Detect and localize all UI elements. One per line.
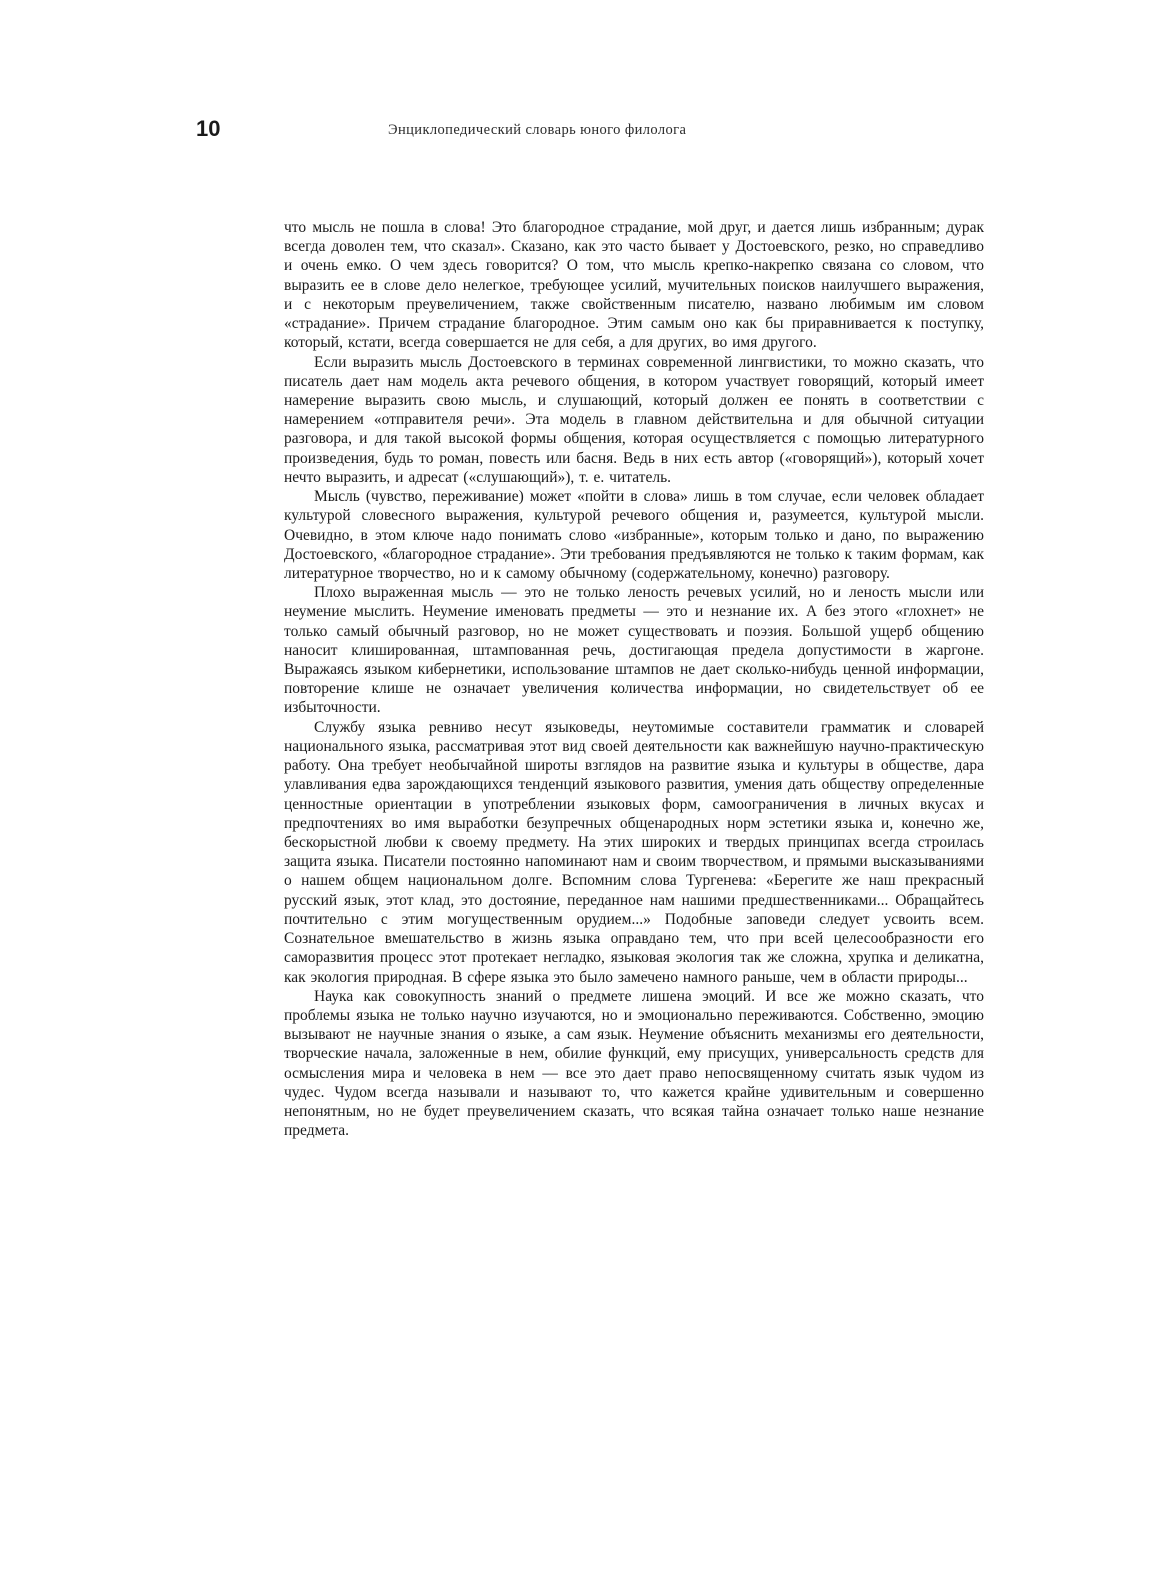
page-number: 10: [196, 116, 221, 141]
paragraph: Службу языка ревниво несут языковеды, неутомимые составители грамматик и словарей национального языка, рассматривая этот вид своей деятельности как важнейшую научно-практическую работу. Она требует необычайной широты взглядов на развитие языка и культуры в обществе, дара улавливания едва зарождающихся тенденций языкового развития, умения дать обществу определенные ценностные ориентации в употреблении языковых форм, самоограничения в личных вкусах и предпочтениях во имя выработки безупречных общенародных норм эстетики языка и, конечно же, бескорыстной любви к своему предмету. На этих широких и твердых принципах всегда строилась защита языка. Писатели постоянно напоминают нам и своим творчеством, и прямыми высказываниями о нашем общем национальном долге. Вспомним слова Тургенева: «Берегите же наш прекрасный русский язык, этот клад, это достояние, переданное нам нашими предшественниками... Обращайтесь почтительно с этим могущественным орудием...» Подобные заповеди следует усвоить всем. Сознательное вмешательство в жизнь языка оправдано тем, что при всей целесообразности его саморазвития процесс этот протекает негладко, языковая экология так же сложна, хрупка и деликатна, как экология природная. В сфере языка это было замечено намного раньше, чем в области природы...: [284, 718, 984, 986]
paragraph: Мысль (чувство, переживание) может «пойти в слова» лишь в том случае, если человек обладает культурой словесного выражения, культурой речевого общения и, разумеется, культурой мысли. Очевидно, в этом ключе надо понимать слово «избранные», которым только и дано, по выражению Достоевского, «благородное страдание». Эти требования предъявляются не только к таким формам, как литературное творчество, но и к самому обычному (содержательному, конечно) разговору.: [284, 488, 984, 582]
paragraph: Плохо выраженная мысль — это не только леность речевых усилий, но и леность мысли или неумение мыслить. Неумение именовать предметы — это и незнание их. А без этого «глохнет» не только самый обычный разговор, но не может существовать и поэзия. Большой ущерб общению наносит клишированная, штампованная речь, достигающая предела допустимости в жаргоне. Выражаясь языком кибернетики, использование штампов не дает сколько-нибудь ценной информации, повторение клише не означает увеличения количества информации, но свидетельствует об ее избыточности.: [284, 584, 984, 717]
paragraph: Если выразить мысль Достоевского в терминах современной лингвистики, то можно сказать, что писатель дает нам модель акта речевого общения, в котором участвует говорящий, который имеет намерение выразить свою мысль, и слушающий, который должен ее понять в соответствии с намерением «отправителя речи». Эта модель в главном действительна и для обычной ситуации разговора, и для такой высокой формы общения, которая осуществляется с помощью литературного произведения, будь то роман, повесть или басня. Ведь в них есть автор («говорящий»), который хочет нечто выразить, и адресат («слушающий»), т. е. читатель.: [284, 353, 984, 486]
paragraph: что мысль не пошла в слова! Это благородное страдание, мой друг, и дается лишь избранным; дурак всегда доволен тем, что сказал». Сказано, как это часто бывает у Достоевского, резко, но справедливо и очень емко. О чем здесь говорится? О том, что мысль крепко-накрепко связана со словом, что выразить ее в слове дело нелегкое, требующее усилий, мучительных поисков наилучшего выражения, и с некоторым преувеличением, также свойственным писателю, названо любимым им словом «страдание». Причем страдание благородное. Этим самым оно как бы приравнивается к поступку, который, кстати, всегда совершается не для себя, а для других, во имя другого.: [284, 219, 984, 352]
paragraph: Наука как совокупность знаний о предмете лишена эмоций. И все же можно сказать, что проблемы языка не только научно изучаются, но и эмоционально переживаются. Собственно, эмоцию вызывают не научные знания о языке, а сам язык. Неумение объяснить механизмы его деятельности, творческие начала, заложенные в нем, обилие функций, ему присущих, универсальность средств для осмысления мира и человека в нем — все это дает право непосвященному считать язык чудом из чудес. Чудом всегда называли и называют то, что кажется крайне удивительным и совершенно непонятным, но не будет преувеличением сказать, что всякая тайна означает только наше незнание предмета.: [284, 987, 984, 1140]
running-header: Энциклопедический словарь юного филолога: [388, 122, 687, 138]
body-text: [284, 218, 984, 1141]
